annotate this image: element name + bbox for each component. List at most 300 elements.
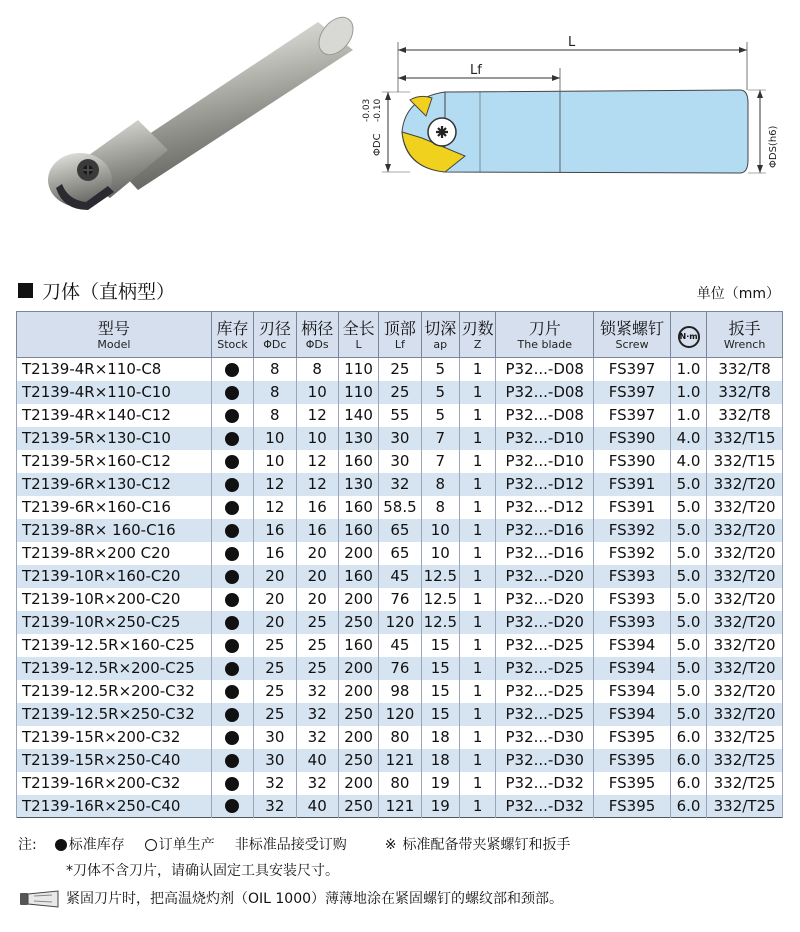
cell-torque: 5.0 [670, 588, 706, 611]
cell-wrench: 332/T25 [707, 726, 783, 749]
cell-z: 1 [459, 772, 495, 795]
column-header-zh: 柄径 [301, 319, 334, 338]
cell-screw: FS393 [594, 588, 671, 611]
cell-L: 250 [338, 795, 378, 818]
cell-ds: 20 [296, 588, 338, 611]
stock-cell [211, 703, 253, 726]
table-row [17, 703, 783, 726]
cell-torque: 6.0 [670, 749, 706, 772]
cell-torque: 6.0 [670, 772, 706, 795]
table-row [17, 542, 783, 565]
cell-lf: 80 [379, 772, 421, 795]
cell-wrench: 332/T8 [707, 404, 783, 427]
cell-z: 1 [459, 588, 495, 611]
cell-dc: 25 [254, 703, 296, 726]
note-oil [18, 886, 788, 912]
cell-ap: 5 [421, 381, 459, 404]
cell-L: 200 [338, 680, 378, 703]
cell-blade: P32...-D20 [496, 588, 594, 611]
cell-blade: P32...-D08 [496, 381, 594, 404]
cell-torque: 4.0 [670, 427, 706, 450]
cell-z: 1 [459, 519, 495, 542]
cell-dc: 16 [254, 519, 296, 542]
cell-z: 1 [459, 450, 495, 473]
column-header-en: L [355, 338, 362, 351]
column-header-zh: 全长 [342, 319, 375, 338]
stock-cell [211, 611, 253, 634]
cell-model: T2139-5R×160-C12 [17, 450, 212, 473]
cell-wrench: 332/T20 [707, 542, 783, 565]
cell-ds: 10 [296, 381, 338, 404]
cell-L: 250 [338, 611, 378, 634]
cell-model: T2139-4R×110-C10 [17, 381, 212, 404]
cell-wrench: 332/T8 [707, 381, 783, 404]
cell-model: T2139-12.5R×200-C32 [17, 680, 212, 703]
table-body [17, 358, 783, 818]
cell-model: T2139-15R×200-C32 [17, 726, 212, 749]
stock-cell [211, 726, 253, 749]
cell-torque: 5.0 [670, 519, 706, 542]
table-row [17, 381, 783, 404]
in-stock-dot-icon [225, 455, 239, 469]
cell-wrench: 332/T20 [707, 634, 783, 657]
dim-L-label: L [568, 35, 576, 50]
in-stock-dot-icon [225, 754, 239, 768]
cell-blade: P32...-D32 [496, 795, 594, 818]
cell-ap: 7 [421, 427, 459, 450]
cell-dc: 25 [254, 634, 296, 657]
cell-wrench: 332/T25 [707, 749, 783, 772]
cell-dc: 12 [254, 496, 296, 519]
table-row [17, 657, 783, 680]
cell-torque: 5.0 [670, 657, 706, 680]
cell-L: 160 [338, 634, 378, 657]
column-header-en: ap [433, 338, 448, 351]
stock-cell [211, 749, 253, 772]
cell-model: T2139-12.5R×160-C25 [17, 634, 212, 657]
cell-screw: FS393 [594, 611, 671, 634]
cell-lf: 121 [379, 795, 421, 818]
cell-L: 160 [338, 450, 378, 473]
notes-label: 注: [18, 837, 37, 853]
in-stock-dot-icon [225, 432, 239, 446]
in-stock-dot-icon [225, 639, 239, 653]
cell-wrench: 332/T20 [707, 565, 783, 588]
section-title [18, 277, 175, 304]
cell-blade: P32...-D25 [496, 657, 594, 680]
in-stock-dot-icon [225, 777, 239, 791]
column-header-0 [17, 312, 212, 358]
in-stock-dot-icon [225, 363, 239, 377]
stock-cell [211, 381, 253, 404]
oil-tube-icon [18, 887, 62, 911]
cell-dc: 10 [254, 450, 296, 473]
stock-cell [211, 795, 253, 818]
cell-dc: 30 [254, 726, 296, 749]
cell-ap: 7 [421, 450, 459, 473]
cell-lf: 25 [379, 358, 421, 381]
notes [18, 832, 788, 912]
cell-torque: 5.0 [670, 703, 706, 726]
column-header-5 [379, 312, 421, 358]
note-oil-text: 紧固刀片时，把高温烧灼剂（OIL 1000）薄薄地涂在紧固螺钉的螺纹部和颈部。 [66, 891, 564, 907]
column-header-3 [296, 312, 338, 358]
cell-ap: 15 [421, 680, 459, 703]
table-row [17, 496, 783, 519]
cell-screw: FS391 [594, 496, 671, 519]
cell-blade: P32...-D25 [496, 634, 594, 657]
table-row [17, 588, 783, 611]
cell-ap: 19 [421, 772, 459, 795]
column-header-zh: 型号 [97, 319, 130, 338]
stock-cell [211, 680, 253, 703]
cell-ds: 32 [296, 680, 338, 703]
column-header-en: Model [97, 338, 131, 351]
cell-screw: FS394 [594, 680, 671, 703]
column-header-zh: 刃径 [258, 319, 291, 338]
cell-model: T2139-8R×200 C20 [17, 542, 212, 565]
cell-lf: 76 [379, 588, 421, 611]
cell-ap: 15 [421, 634, 459, 657]
cell-torque: 5.0 [670, 542, 706, 565]
table-row [17, 519, 783, 542]
cell-dc: 20 [254, 565, 296, 588]
cell-model: T2139-5R×130-C10 [17, 427, 212, 450]
cell-ds: 32 [296, 726, 338, 749]
cell-model: T2139-16R×250-C40 [17, 795, 212, 818]
table-row [17, 772, 783, 795]
in-stock-dot-icon [225, 593, 239, 607]
cell-ap: 5 [421, 404, 459, 427]
cell-model: T2139-10R×160-C20 [17, 565, 212, 588]
stock-cell [211, 450, 253, 473]
cell-ds: 20 [296, 542, 338, 565]
cell-wrench: 332/T20 [707, 657, 783, 680]
cell-ds: 32 [296, 772, 338, 795]
cell-ap: 8 [421, 473, 459, 496]
stock-cell [211, 588, 253, 611]
cell-model: T2139-10R×200-C20 [17, 588, 212, 611]
cell-lf: 121 [379, 749, 421, 772]
cell-wrench: 332/T25 [707, 795, 783, 818]
cell-ds: 12 [296, 473, 338, 496]
cell-L: 160 [338, 565, 378, 588]
column-header-11 [707, 312, 783, 358]
cell-ds: 16 [296, 496, 338, 519]
cell-model: T2139-4R×140-C12 [17, 404, 212, 427]
cell-lf: 98 [379, 680, 421, 703]
column-header-en: Z [473, 338, 482, 351]
cell-lf: 65 [379, 542, 421, 565]
cell-ds: 16 [296, 519, 338, 542]
stock-cell [211, 542, 253, 565]
cell-lf: 58.5 [379, 496, 421, 519]
cell-wrench: 332/T20 [707, 473, 783, 496]
table-row [17, 634, 783, 657]
cell-screw: FS392 [594, 519, 671, 542]
legend-order: 订单生产 [145, 835, 215, 855]
cell-blade: P32...-D25 [496, 680, 594, 703]
cell-lf: 45 [379, 565, 421, 588]
cell-z: 1 [459, 634, 495, 657]
table-row [17, 358, 783, 381]
cell-model: T2139-15R×250-C40 [17, 749, 212, 772]
cell-blade: P32...-D30 [496, 749, 594, 772]
cell-model: T2139-6R×160-C16 [17, 496, 212, 519]
cell-screw: FS395 [594, 726, 671, 749]
in-stock-dot-icon [225, 799, 239, 813]
cell-lf: 32 [379, 473, 421, 496]
dim-Lf-label: Lf [470, 63, 482, 78]
cell-blade: P32...-D16 [496, 542, 594, 565]
note-blade-not-included: *刀体不含刀片，请确认固定工具安装尺寸。 [66, 863, 339, 879]
cell-screw: FS394 [594, 634, 671, 657]
cell-L: 160 [338, 496, 378, 519]
cell-lf: 76 [379, 657, 421, 680]
table-row [17, 473, 783, 496]
column-header-zh: 扳手 [728, 319, 761, 338]
cell-wrench: 332/T25 [707, 772, 783, 795]
table-row [17, 611, 783, 634]
cell-wrench: 332/T20 [707, 496, 783, 519]
in-stock-dot-icon [225, 708, 239, 722]
cell-torque: 5.0 [670, 611, 706, 634]
cell-z: 1 [459, 473, 495, 496]
cell-z: 1 [459, 726, 495, 749]
stock-cell [211, 634, 253, 657]
section-title-text: 刀体（直柄型） [42, 281, 176, 303]
cell-lf: 120 [379, 611, 421, 634]
cell-ds: 32 [296, 703, 338, 726]
cell-model: T2139-4R×110-C8 [17, 358, 212, 381]
column-header-en: ΦDs [305, 338, 329, 351]
cell-blade: P32...-D20 [496, 565, 594, 588]
in-stock-dot-icon [225, 731, 239, 745]
cell-torque: 5.0 [670, 565, 706, 588]
cell-screw: FS391 [594, 473, 671, 496]
column-header-1 [211, 312, 253, 358]
cell-dc: 20 [254, 588, 296, 611]
cell-screw: FS397 [594, 404, 671, 427]
cell-screw: FS395 [594, 772, 671, 795]
cell-torque: 5.0 [670, 496, 706, 519]
cell-model: T2139-16R×200-C32 [17, 772, 212, 795]
cell-blade: P32...-D08 [496, 358, 594, 381]
cell-screw: FS393 [594, 565, 671, 588]
cell-L: 160 [338, 519, 378, 542]
accessory-mark: ※ [384, 837, 397, 853]
cell-dc: 12 [254, 473, 296, 496]
table-row [17, 450, 783, 473]
cell-screw: FS390 [594, 427, 671, 450]
cell-screw: FS394 [594, 703, 671, 726]
cell-L: 110 [338, 358, 378, 381]
in-stock-dot-icon [225, 685, 239, 699]
dim-dc-label: ΦDC [372, 133, 383, 156]
cell-model: T2139-12.5R×250-C32 [17, 703, 212, 726]
legend-stock: 标准库存 [55, 835, 125, 855]
in-stock-dot-icon [225, 547, 239, 561]
cell-ap: 10 [421, 542, 459, 565]
cell-model: T2139-10R×250-C25 [17, 611, 212, 634]
cell-torque: 1.0 [670, 404, 706, 427]
column-header-9 [594, 312, 671, 358]
cell-z: 1 [459, 381, 495, 404]
column-header-7 [459, 312, 495, 358]
cell-model: T2139-12.5R×200-C25 [17, 657, 212, 680]
cell-ds: 12 [296, 404, 338, 427]
cell-blade: P32...-D12 [496, 473, 594, 496]
column-header-4 [338, 312, 378, 358]
legend-accessory: 标准配备带夹紧螺钉和扳手 [402, 837, 571, 853]
cell-lf: 120 [379, 703, 421, 726]
cell-L: 200 [338, 726, 378, 749]
cell-screw: FS390 [594, 450, 671, 473]
stock-cell [211, 772, 253, 795]
cell-ds: 8 [296, 358, 338, 381]
cell-L: 110 [338, 381, 378, 404]
in-stock-dot-icon [225, 386, 239, 400]
cell-L: 200 [338, 542, 378, 565]
cell-torque: 5.0 [670, 634, 706, 657]
cell-ds: 20 [296, 565, 338, 588]
cell-wrench: 332/T8 [707, 358, 783, 381]
cell-blade: P32...-D10 [496, 450, 594, 473]
cell-ap: 10 [421, 519, 459, 542]
cell-dc: 32 [254, 772, 296, 795]
in-stock-dot-icon [225, 662, 239, 676]
cell-dc: 8 [254, 358, 296, 381]
cell-L: 200 [338, 657, 378, 680]
column-header-6 [421, 312, 459, 358]
cell-z: 1 [459, 358, 495, 381]
cell-blade: P32...-D08 [496, 404, 594, 427]
cell-z: 1 [459, 703, 495, 726]
cell-torque: 5.0 [670, 680, 706, 703]
cell-ap: 18 [421, 749, 459, 772]
cell-L: 250 [338, 749, 378, 772]
cell-lf: 80 [379, 726, 421, 749]
cell-ap: 18 [421, 726, 459, 749]
cell-model: T2139-8R× 160-C16 [17, 519, 212, 542]
cell-z: 1 [459, 611, 495, 634]
cell-blade: P32...-D16 [496, 519, 594, 542]
cell-model: T2139-6R×130-C12 [17, 473, 212, 496]
spec-table [16, 311, 783, 818]
cell-torque: 4.0 [670, 450, 706, 473]
cell-z: 1 [459, 542, 495, 565]
cell-dc: 10 [254, 427, 296, 450]
cell-screw: FS392 [594, 542, 671, 565]
cell-z: 1 [459, 427, 495, 450]
cell-dc: 16 [254, 542, 296, 565]
cell-z: 1 [459, 657, 495, 680]
cell-ap: 15 [421, 703, 459, 726]
table-row [17, 565, 783, 588]
table-row [17, 427, 783, 450]
cell-torque: 6.0 [670, 795, 706, 818]
cell-ds: 40 [296, 795, 338, 818]
in-stock-dot-icon [225, 409, 239, 423]
cell-dc: 32 [254, 795, 296, 818]
stock-cell [211, 565, 253, 588]
cell-lf: 25 [379, 381, 421, 404]
column-header-en: Stock [217, 338, 248, 351]
filled-dot-icon [55, 839, 67, 851]
cell-wrench: 332/T20 [707, 588, 783, 611]
cell-ap: 15 [421, 657, 459, 680]
column-header-zh: 切深 [424, 319, 457, 338]
cell-ap: 12.5 [421, 588, 459, 611]
column-header-en: ΦDc [263, 338, 287, 351]
column-header-zh: 锁紧螺钉 [600, 319, 665, 338]
stock-cell [211, 358, 253, 381]
in-stock-dot-icon [225, 524, 239, 538]
dim-dc-tol-lower: -0.10 [373, 98, 383, 122]
title-square-icon [18, 283, 33, 298]
stock-cell [211, 657, 253, 680]
cell-wrench: 332/T15 [707, 450, 783, 473]
column-header-en: Screw [615, 338, 649, 351]
column-header-zh: 刃数 [461, 319, 494, 338]
cell-ap: 5 [421, 358, 459, 381]
stock-cell [211, 473, 253, 496]
cell-ds: 12 [296, 450, 338, 473]
column-header-en: The blade [517, 338, 572, 351]
in-stock-dot-icon [225, 570, 239, 584]
table-row [17, 795, 783, 818]
cell-wrench: 332/T20 [707, 519, 783, 542]
in-stock-dot-icon [225, 501, 239, 515]
cell-ap: 19 [421, 795, 459, 818]
cell-L: 130 [338, 473, 378, 496]
cell-lf: 65 [379, 519, 421, 542]
cell-wrench: 332/T15 [707, 427, 783, 450]
cell-ap: 8 [421, 496, 459, 519]
cell-dc: 8 [254, 381, 296, 404]
cell-ds: 10 [296, 427, 338, 450]
cell-screw: FS397 [594, 358, 671, 381]
column-header-zh: 刀片 [528, 319, 561, 338]
cell-dc: 20 [254, 611, 296, 634]
stock-cell [211, 519, 253, 542]
cell-torque: 6.0 [670, 726, 706, 749]
table-row [17, 680, 783, 703]
table-header-row [17, 312, 783, 358]
cell-L: 130 [338, 427, 378, 450]
cell-lf: 55 [379, 404, 421, 427]
cell-blade: P32...-D25 [496, 703, 594, 726]
cell-z: 1 [459, 404, 495, 427]
cell-dc: 30 [254, 749, 296, 772]
cell-blade: P32...-D30 [496, 726, 594, 749]
column-header-2 [254, 312, 296, 358]
cell-dc: 25 [254, 657, 296, 680]
cell-L: 200 [338, 588, 378, 611]
cell-wrench: 332/T20 [707, 680, 783, 703]
stock-cell [211, 404, 253, 427]
tool-photo [18, 10, 363, 225]
cell-z: 1 [459, 496, 495, 519]
cell-screw: FS397 [594, 381, 671, 404]
cell-blade: P32...-D20 [496, 611, 594, 634]
column-header-zh: 库存 [216, 319, 249, 338]
table-row [17, 749, 783, 772]
note-legend [18, 832, 788, 858]
in-stock-dot-icon [225, 478, 239, 492]
technical-drawing [350, 28, 780, 208]
cell-blade: P32...-D10 [496, 427, 594, 450]
